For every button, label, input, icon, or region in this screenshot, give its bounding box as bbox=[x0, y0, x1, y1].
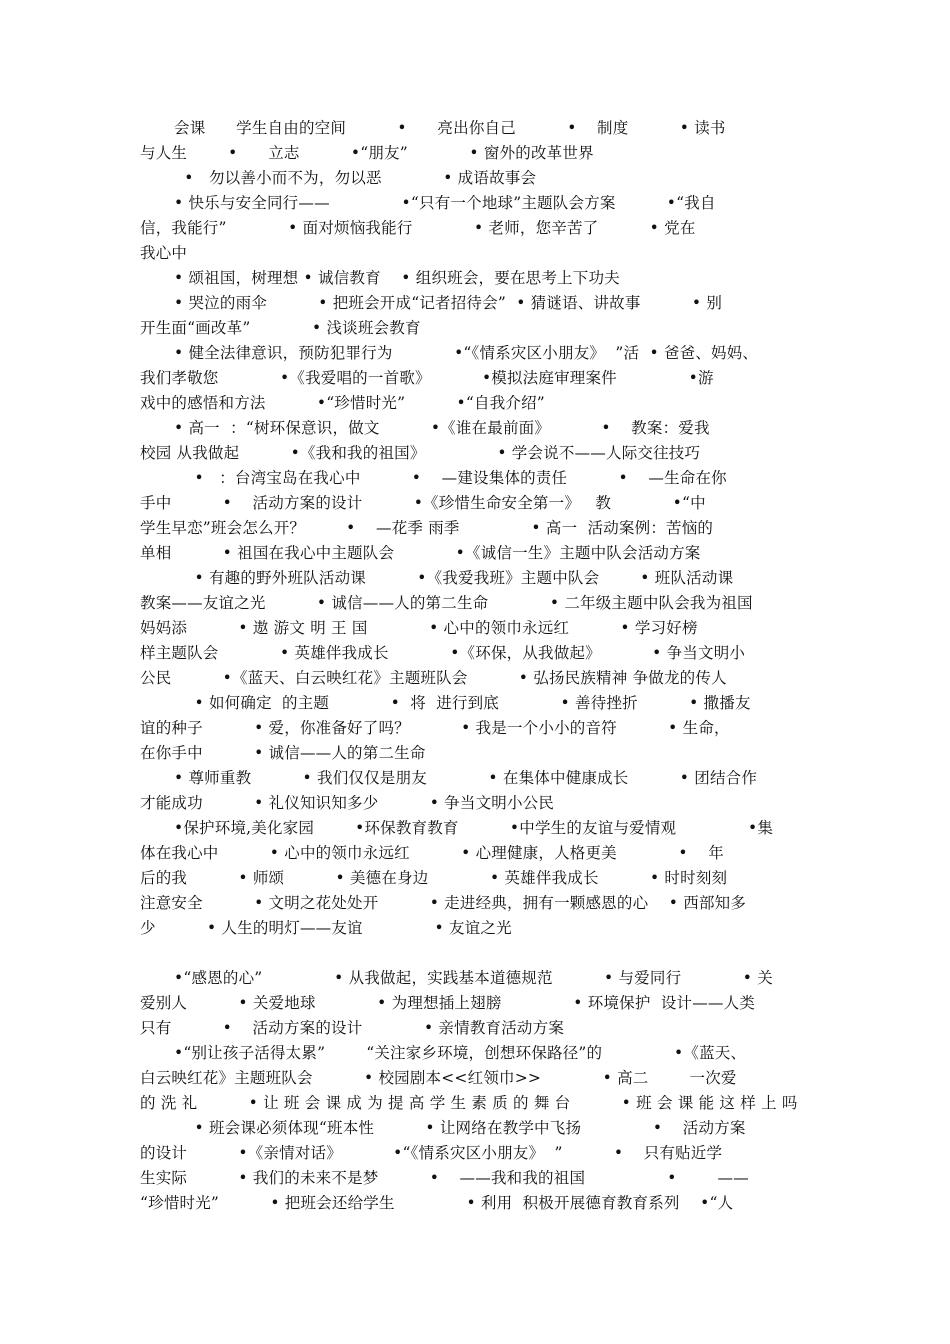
text-line: 公民 •《蓝天、白云映红花》主题班队会 • 弘扬民族精神 争做龙的传人 bbox=[140, 669, 727, 687]
text-line: 手中 • 活动方案的设计 •《珍惜生命安全第一》 教 •“中 bbox=[140, 494, 706, 512]
text-line: 校园 从我做起 •《我和我的祖国》 • 学会说不——人际交往技巧 bbox=[140, 444, 701, 462]
text-line: 学生早恋”班会怎么开？ • —花季 雨季 • 高一 活动案例：苦恼的 bbox=[140, 519, 714, 537]
text-line: “珍惜时光” • 把班会还给学生 • 利用 积极开展德育教育系列 •“人 bbox=[140, 1194, 734, 1212]
text-line: 生实际 • 我们的未来不是梦 • ——我和我的祖国 • —— bbox=[140, 1169, 749, 1187]
text-line: 我心中 bbox=[140, 244, 188, 262]
text-line: •保护环境,美化家园 •环保教育教育 •中学生的友谊与爱情观 •集 bbox=[174, 819, 774, 837]
text-line: 后的我 • 师颂 • 美德在身边 • 英雄伴我成长 • 时时刻刻 bbox=[140, 869, 728, 887]
text-line: 单相 • 祖国在我心中主题队会 •《诚信一生》主题中队会活动方案 bbox=[140, 544, 701, 562]
text-line: 注意安全 • 文明之花处处开 • 走进经典，拥有一颗感恩的心 • 西部知多 bbox=[140, 894, 747, 912]
text-line: • 快乐与安全同行—— •“只有一个地球”主题队会方案 •“我自 bbox=[174, 194, 716, 212]
text-line: 才能成功 • 礼仪知识知多少 • 争当文明小公民 bbox=[140, 794, 555, 812]
text-line: • ：台湾宝岛在我心中 • —建设集体的责任 • —生命在你 bbox=[174, 469, 727, 487]
text-line: • 健全法律意识，预防犯罪行为 •“《情系灾区小朋友》 ”活 • 爸爸、妈妈、 bbox=[174, 344, 759, 362]
text-line: 谊的种子 • 爱，你准备好了吗？ • 我是一个小小的音符 • 生命， bbox=[140, 719, 730, 737]
text-line: • 班会课必须体现“班本性 • 让网络在教学中飞扬 • 活动方案 bbox=[174, 1119, 746, 1137]
document-page bbox=[140, 116, 812, 1216]
text-line: • 高一 ：“树环保意识，做文 •《谁在最前面》 • 教案：爱我 bbox=[174, 419, 710, 437]
text-line: 我们孝敬您 •《我爱唱的一首歌》 •模拟法庭审理案件 •游 bbox=[140, 369, 714, 387]
text-line: • 哭泣的雨伞 • 把班会开成“记者招待会” • 猜谜语、讲故事 • 别 bbox=[174, 294, 723, 312]
text-line: 只有 • 活动方案的设计 • 亲情教育活动方案 bbox=[140, 1019, 565, 1037]
text-line: • 如何确定 的主题 • 将 进行到底 • 善待挫折 • 撒播友 bbox=[174, 694, 751, 712]
text-line: • 尊师重教 • 我们仅仅是朋友 • 在集体中健康成长 • 团结合作 bbox=[174, 769, 758, 787]
text-line: • 勿以善小而不为，勿以恶 • 成语故事会 bbox=[174, 169, 537, 187]
text-line: 会课 学生自由的空间 • 亮出你自己 • 制度 • 读书 bbox=[174, 119, 726, 137]
text-line: 样主题队会 • 英雄伴我成长 •《环保，从我做起》 • 争当文明小 bbox=[140, 644, 746, 662]
text-line: 少 • 人生的明灯——友谊 • 友谊之光 bbox=[140, 919, 512, 937]
blank-line bbox=[140, 941, 812, 966]
text-line: 的 洗 礼 • 让 班 会 课 成 为 提 高 学 生 素 质 的 舞 台 • 班 会 课 能 这 样 上 吗 bbox=[140, 1094, 798, 1112]
text-line: 教案——友谊之光 • 诚信——人的第二生命 • 二年级主题中队会我为祖国 bbox=[140, 594, 753, 612]
text-line: 开生面“画改革” • 浅谈班会教育 bbox=[140, 319, 421, 337]
text-line: 体在我心中 • 心中的领巾永远红 • 心理健康，人格更美 • 年 bbox=[140, 844, 724, 862]
text-line: • 颂祖国，树理想 • 诚信教育 • 组织班会，要在思考上下功夫 bbox=[174, 269, 620, 287]
text-line: 信，我能行” • 面对烦恼我能行 • 老师，您辛苦了 • 党在 bbox=[140, 219, 696, 237]
text-line: 戏中的感悟和方法 •“珍惜时光” •“自我介绍” bbox=[140, 394, 545, 412]
text-line: •“感恩的心” • 从我做起，实践基本道德规范 • 与爱同行 • 关 bbox=[174, 969, 773, 987]
text-line: 爱别人 • 关爱地球 • 为理想插上翅膀 • 环境保护 设计——人类 bbox=[140, 994, 756, 1012]
text-line: 与人生 • 立志 •“朋友” • 窗外的改革世界 bbox=[140, 144, 594, 162]
text-line: 的设计 •《亲情对话》 •“《情系灾区小朋友》 ” • 只有贴近学 bbox=[140, 1144, 723, 1162]
text-line: 妈妈添 • 遨 游文 明 王 国 • 心中的领巾永远红 • 学习好榜 bbox=[140, 619, 698, 637]
text-line: •“别让孩子活得太累” “关注家乡环境，创想环保路径”的 •《蓝天、 bbox=[174, 1044, 747, 1062]
text-line: 白云映红花》主题班队会 • 校园剧本<<红领巾>> • 高二 一次爱 bbox=[140, 1069, 737, 1087]
text-line: • 有趣的野外班队活动课 •《我爱我班》主题中队会 • 班队活动课 bbox=[174, 569, 734, 587]
text-line: 在你手中 • 诚信——人的第二生命 bbox=[140, 744, 426, 762]
